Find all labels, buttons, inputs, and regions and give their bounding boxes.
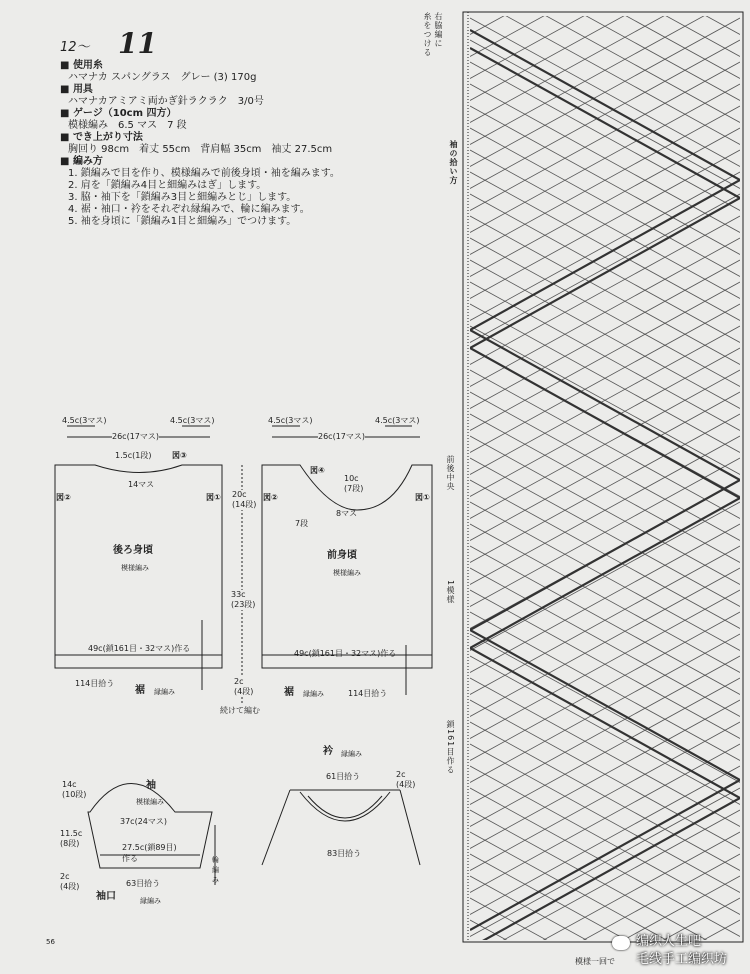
- back-hem-stitch: 縁編み: [154, 688, 175, 696]
- mesh-line: [470, 0, 740, 35]
- watermark-line2: 毛线手工编织坊: [636, 952, 728, 967]
- sleeve-pickup: 63目拾う: [126, 879, 161, 888]
- collar-pickup-bottom: 83目拾う: [327, 849, 362, 858]
- center-armhole: 20c (14段): [232, 490, 257, 509]
- back-fig-left: 図②: [56, 493, 71, 502]
- front-body-name: 前身頃: [327, 550, 357, 561]
- step-3: 3. 脇・袖下を「鎖編み3目と細編みとじ」します。: [68, 192, 297, 203]
- continue-note: 続けて編む: [220, 706, 260, 715]
- sleeve-cuff-height: 2c (4段): [60, 872, 80, 891]
- sleeve-cuff-name: 袖口: [96, 891, 116, 902]
- sleeve-stitch: 模様編み: [136, 798, 164, 806]
- center-hem: 2c (4段): [234, 677, 254, 696]
- mesh-line: [470, 0, 740, 35]
- bottom-note: 模様一回で: [575, 957, 615, 966]
- center-body: 33c (23段): [231, 590, 256, 609]
- step-2: 2. 肩を「鎖編み4目と細編みはぎ」します。: [68, 180, 267, 191]
- front-right-shoulder: 4.5c(3マス): [375, 416, 420, 425]
- back-left-shoulder: 4.5c(3マス): [62, 416, 107, 425]
- zigzag-band: [470, 48, 740, 948]
- front-body-stitch: 模様編み: [333, 569, 361, 577]
- back-fig-neck: 図③: [172, 451, 187, 460]
- pattern-repeat-label: 1模様: [446, 580, 455, 605]
- front-width-top: 26c(17マス): [318, 432, 365, 441]
- chain-note-label: 鎖161目作る: [446, 720, 455, 775]
- collar-pickup-top: 61目拾う: [326, 772, 361, 781]
- size-value: 胸回り 98cm 着丈 55cm 背肩幅 35cm 袖丈 27.5cm: [68, 144, 333, 155]
- wechat-icon: [612, 936, 630, 950]
- collar-stitch: 縁編み: [341, 750, 362, 758]
- back-body-name: 後ろ身頃: [113, 545, 153, 556]
- top-note: 右脇編に 糸をつける: [423, 12, 443, 57]
- back-right-shoulder: 4.5c(3マス): [170, 416, 215, 425]
- front-cast-on: 49c(鎖161目・32マス)作る: [294, 649, 397, 658]
- sleeve-cast-on: 27.5c(鎖89目) 作る: [122, 843, 177, 863]
- size-title: ■ でき上がり寸法: [60, 132, 143, 143]
- center-back-label: 前後中央: [446, 455, 455, 491]
- sleeve-width-top: 37c(24マス): [120, 817, 167, 826]
- sleeve-cap: 14c (10段): [62, 780, 87, 799]
- size-range: 12〜: [60, 40, 90, 55]
- mesh-line: [470, 0, 740, 13]
- front-hem-stitch: 縁編み: [303, 690, 324, 698]
- step-1: 1. 鎖編みで目を作り、模様編みで前後身頃・袖を編みます。: [68, 168, 340, 179]
- method-title: ■ 編み方: [60, 156, 103, 167]
- front-fig-right: 図①: [415, 493, 430, 502]
- front-neck-side: 7段: [295, 519, 309, 528]
- sleeve-name: 袖: [146, 780, 156, 791]
- back-fig-right: 図①: [206, 493, 221, 502]
- page-number: 56: [46, 938, 55, 946]
- front-body-outline: [262, 465, 432, 668]
- back-body-stitch: 模様編み: [121, 564, 149, 572]
- step-5: 5. 袖を身頃に「鎖編み1目と細編み」でつけます。: [68, 216, 297, 227]
- tool-title: ■ 用具: [60, 84, 93, 95]
- front-neck-depth: 10c (7段): [344, 474, 364, 493]
- front-hem-name: 裾: [284, 687, 294, 698]
- sleeve-attach-label: 袖の拾い方: [449, 140, 458, 185]
- mesh-line: [470, 0, 740, 101]
- collar-height: 2c (4段): [396, 770, 416, 789]
- back-width-top: 26c(17マス): [112, 432, 159, 441]
- back-cast-on: 49c(鎖161目・32マス)作る: [88, 644, 191, 653]
- step-4: 4. 裾・袖口・衿をそれぞれ縁編みで、輪に編みます。: [68, 204, 310, 215]
- sleeve-cuff-stitch: 輪編み: [212, 856, 219, 884]
- pattern-number: 11: [118, 27, 157, 60]
- front-left-shoulder: 4.5c(3マス): [268, 416, 313, 425]
- mesh-line: [470, 0, 740, 13]
- gauge-value: 模様編み 6.5 マス 7 段: [68, 120, 187, 131]
- front-neck-width: 8マス: [336, 509, 358, 518]
- yarn-title: ■ 使用糸: [60, 60, 103, 71]
- collar-name: 衿: [323, 746, 333, 757]
- front-fig-left: 図②: [263, 493, 278, 502]
- back-neck-width: 14マス: [128, 480, 155, 489]
- gauge-title: ■ ゲージ（10cm 四方）: [60, 108, 177, 119]
- watermark-line1: 编织人生吧: [636, 934, 702, 949]
- front-pickup: 114目拾う: [348, 689, 388, 698]
- mesh-line: [470, 0, 740, 101]
- back-neck-depth: 1.5c(1段): [115, 451, 152, 460]
- tool-value: ハマナカアミアミ両かぎ針ラクラク 3/0号: [68, 96, 264, 107]
- yarn-value: ハマナカ スパングラス グレー (3) 170g: [68, 72, 257, 83]
- sleeve-cuff-edge: 縁編み: [140, 897, 161, 905]
- sleeve-length: 11.5c (8段): [60, 829, 83, 848]
- back-hem-name: 裾: [135, 685, 145, 696]
- back-pickup: 114目拾う: [75, 679, 115, 688]
- front-fig-neck: 図④: [310, 466, 325, 475]
